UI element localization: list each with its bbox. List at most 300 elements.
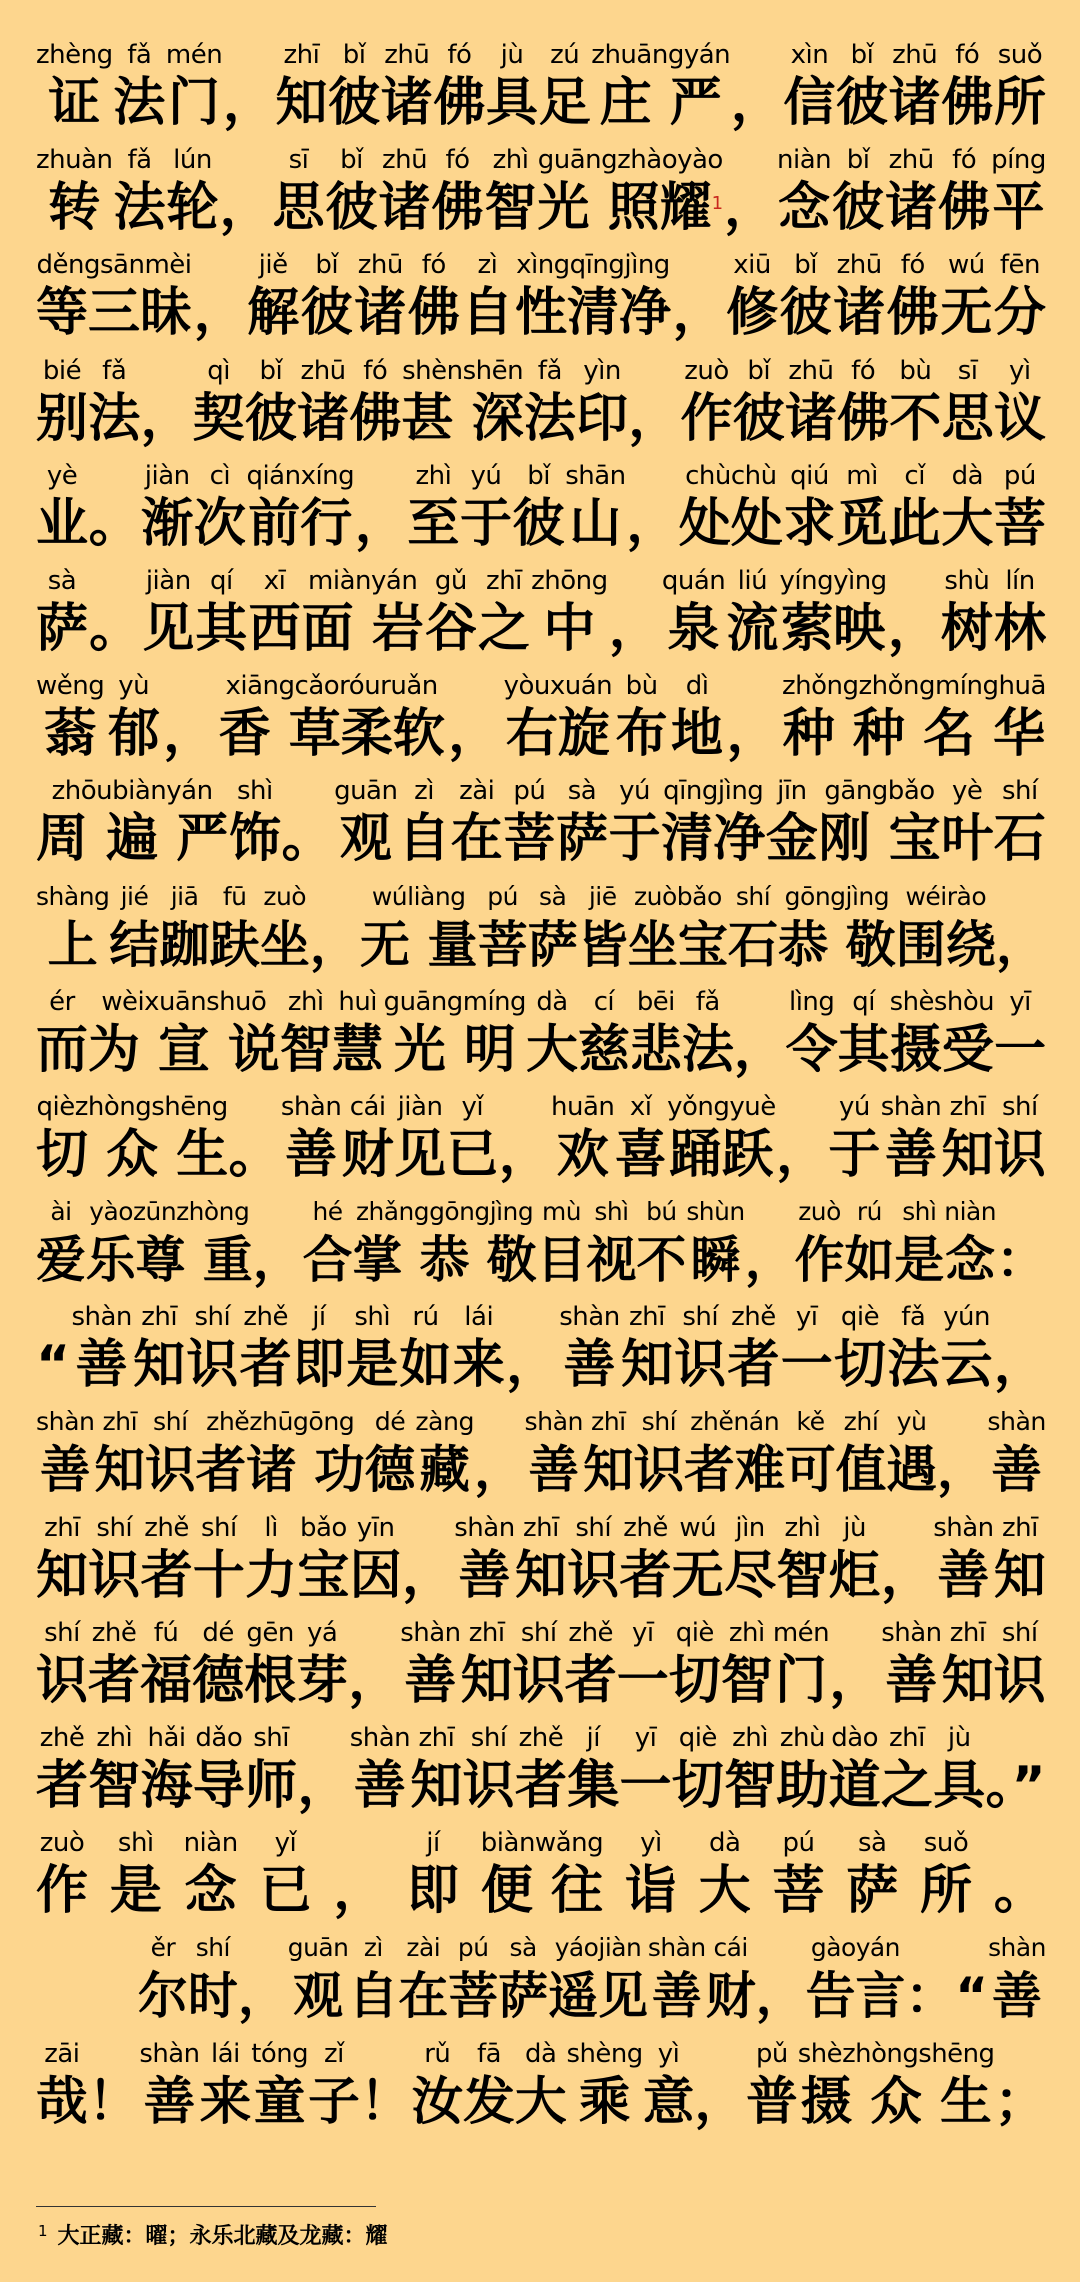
annotated-word bbox=[887, 248, 939, 344]
hanzi bbox=[988, 1965, 1046, 2027]
hanzi bbox=[114, 177, 166, 239]
annotated-word bbox=[219, 669, 445, 765]
hanzi-text: 西 bbox=[248, 598, 301, 659]
annotated-word bbox=[328, 38, 380, 134]
text-line bbox=[36, 880, 1046, 985]
pinyin: shí bbox=[200, 1512, 237, 1543]
pinyin: rǔ bbox=[424, 2038, 451, 2069]
pinyin: zhū bbox=[357, 250, 403, 281]
hanzi-text: ， bbox=[309, 914, 360, 974]
hanzi-text: 。 bbox=[228, 1124, 281, 1185]
hanzi bbox=[113, 72, 165, 134]
annotated-word bbox=[36, 1195, 86, 1291]
annotated-word bbox=[246, 459, 354, 555]
punctuation bbox=[734, 985, 786, 1081]
hanzi-text: 集 bbox=[567, 1756, 620, 1816]
annotated-word bbox=[485, 143, 537, 239]
annotated-word bbox=[478, 564, 530, 660]
punctuation bbox=[727, 669, 779, 765]
pinyin: sà bbox=[509, 1933, 537, 1963]
hanzi-text: “ bbox=[36, 1335, 71, 1396]
hanzi-text: 知 bbox=[941, 1124, 994, 1185]
annotated-word bbox=[245, 354, 297, 450]
hanzi bbox=[36, 493, 88, 555]
hanzi-text: 爱 bbox=[36, 1231, 86, 1290]
hanzi bbox=[432, 177, 484, 239]
hanzi-text: 者 bbox=[36, 1756, 89, 1816]
hanzi bbox=[88, 1545, 140, 1607]
hanzi bbox=[994, 808, 1046, 870]
hanzi-text: 福 bbox=[140, 1650, 193, 1711]
annotated-word bbox=[615, 1090, 667, 1186]
hanzi bbox=[994, 388, 1046, 450]
hanzi-text: 萦映 bbox=[781, 598, 886, 659]
hanzi bbox=[260, 914, 310, 976]
hanzi-text: 踊跃 bbox=[669, 1124, 774, 1185]
pinyin: fǎ bbox=[695, 986, 720, 1017]
annotated-word bbox=[591, 38, 730, 134]
hanzi bbox=[166, 72, 222, 134]
annotated-word bbox=[686, 1195, 744, 1291]
hanzi-text: 菩 bbox=[772, 1861, 825, 1922]
hanzi-text: 慧 bbox=[331, 1019, 384, 1080]
hanzi bbox=[526, 1019, 578, 1081]
annotated-word bbox=[806, 1931, 906, 2027]
annotated-word bbox=[721, 1616, 773, 1712]
pinyin: jiě bbox=[258, 250, 288, 281]
hanzi bbox=[782, 703, 1046, 765]
pinyin: zhí bbox=[843, 1407, 879, 1437]
pinyin: shàn bbox=[524, 1407, 584, 1437]
text-line bbox=[36, 564, 1046, 669]
annotated-word bbox=[672, 1721, 724, 1817]
hanzi-text: 无 bbox=[671, 1545, 724, 1606]
punctuation bbox=[724, 143, 776, 239]
hanzi bbox=[394, 1124, 446, 1186]
pinyin: shí bbox=[195, 1933, 230, 1963]
hanzi-text: 知 bbox=[514, 1545, 567, 1606]
hanzi bbox=[301, 282, 353, 344]
hanzi-text: 知 bbox=[620, 1335, 673, 1396]
hanzi bbox=[905, 1965, 988, 2027]
annotated-word bbox=[184, 1826, 238, 1922]
annotated-word bbox=[138, 1931, 188, 2027]
hanzi-text: 佛 bbox=[886, 283, 939, 344]
hanzi bbox=[938, 177, 990, 239]
pinyin: wúliàng bbox=[371, 881, 466, 911]
hanzi-text: 萨 bbox=[846, 1861, 899, 1922]
pinyin: pú bbox=[457, 1933, 489, 1963]
hanzi-text: ， bbox=[448, 704, 501, 765]
hanzi-text: 乘 bbox=[578, 2071, 631, 2132]
pinyin: shènshēn bbox=[402, 355, 524, 386]
hanzi-text: 恭 敬 bbox=[778, 914, 896, 974]
annotated-word bbox=[461, 1616, 513, 1712]
pinyin: bǐ bbox=[259, 355, 283, 386]
hanzi bbox=[460, 493, 512, 555]
hanzi-text: ， bbox=[733, 1019, 786, 1080]
hanzi-text: ， bbox=[252, 1231, 303, 1290]
pinyin bbox=[609, 564, 661, 598]
annotated-word bbox=[454, 1511, 514, 1607]
hanzi bbox=[829, 1755, 881, 1817]
hanzi bbox=[515, 1545, 567, 1607]
annotated-word bbox=[881, 1721, 933, 1817]
pinyin: zhě bbox=[91, 1617, 137, 1648]
punctuation bbox=[881, 1511, 933, 1607]
pinyin bbox=[281, 774, 333, 808]
annotated-word bbox=[36, 1721, 88, 1817]
annotated-word bbox=[88, 1511, 140, 1607]
punctuation bbox=[756, 1931, 806, 2027]
annotated-word bbox=[616, 669, 668, 765]
pinyin: shí bbox=[682, 1302, 719, 1333]
hanzi-text: 诣 bbox=[624, 1861, 677, 1922]
hanzi bbox=[724, 1755, 776, 1817]
annotated-word bbox=[141, 459, 193, 555]
hanzi-text: 不 bbox=[889, 388, 942, 449]
hanzi-text: 佛 bbox=[349, 388, 402, 449]
hanzi bbox=[724, 177, 776, 239]
annotated-word bbox=[674, 1300, 726, 1396]
pinyin bbox=[220, 143, 272, 177]
punctuation bbox=[140, 354, 192, 450]
hanzi-text: 知 bbox=[133, 1335, 186, 1396]
hanzi-text: 大 bbox=[941, 493, 994, 554]
hanzi-text: 意 bbox=[642, 2071, 695, 2132]
pinyin: fǎ bbox=[102, 355, 127, 386]
pinyin: cǐ bbox=[904, 460, 925, 491]
pinyin: dà bbox=[536, 986, 568, 1017]
hanzi-text: 菩 bbox=[503, 809, 556, 870]
hanzi-text: 跏 bbox=[159, 914, 210, 974]
hanzi bbox=[36, 1860, 88, 1922]
annotated-word bbox=[210, 880, 260, 976]
hanzi bbox=[583, 1439, 634, 1501]
hanzi bbox=[36, 1755, 88, 1817]
footnote-marker[interactable]: 1 bbox=[711, 193, 724, 215]
annotated-word bbox=[415, 1405, 474, 1501]
pinyin: qí bbox=[852, 986, 875, 1017]
annotated-word bbox=[776, 1511, 828, 1607]
hanzi-text: 念 bbox=[778, 178, 831, 239]
hanzi bbox=[463, 2071, 515, 2133]
punctuation bbox=[310, 880, 360, 976]
hanzi-text: 具 bbox=[933, 1756, 986, 1816]
hanzi bbox=[195, 598, 247, 660]
annotated-word bbox=[994, 459, 1046, 555]
pinyin: quán bbox=[661, 565, 726, 596]
annotated-word bbox=[531, 564, 608, 660]
hanzi-text: ， bbox=[744, 1231, 795, 1290]
annotated-word bbox=[302, 564, 424, 660]
hanzi-text: 如 bbox=[844, 1231, 895, 1290]
hanzi-text: 菩 bbox=[993, 493, 1046, 554]
pinyin: zhī bbox=[949, 1091, 986, 1122]
pinyin: zuò bbox=[798, 1197, 841, 1227]
pinyin: fēn bbox=[999, 250, 1040, 281]
hanzi bbox=[245, 1545, 297, 1607]
pinyin: zài bbox=[406, 1933, 441, 1963]
hanzi bbox=[245, 1755, 297, 1817]
hanzi bbox=[36, 598, 88, 660]
annotated-word bbox=[661, 774, 765, 870]
hanzi-text: 于 bbox=[828, 1124, 881, 1185]
hanzi-text: ： bbox=[996, 1231, 1046, 1290]
pinyin bbox=[905, 1931, 988, 1965]
annotated-word bbox=[785, 1405, 836, 1501]
pinyin: qí bbox=[210, 565, 233, 596]
hanzi-text: ； bbox=[994, 2071, 1047, 2132]
hanzi bbox=[355, 493, 407, 555]
hanzi bbox=[402, 388, 524, 450]
pinyin bbox=[310, 880, 360, 914]
hanzi-text: ， bbox=[672, 283, 725, 344]
hanzi-text: 摄 众 生 bbox=[800, 2071, 992, 2132]
hanzi-text: 金 bbox=[765, 809, 818, 870]
annotated-word bbox=[88, 985, 280, 1081]
hanzi-text: 观 bbox=[339, 809, 392, 870]
hanzi-text: 童 bbox=[253, 2071, 306, 2132]
hanzi-text: 识 bbox=[145, 1440, 196, 1500]
hanzi-text: 彼 bbox=[325, 178, 378, 239]
hanzi bbox=[140, 388, 192, 450]
hanzi bbox=[160, 914, 210, 976]
pinyin: sà bbox=[858, 1828, 887, 1859]
hanzi-text: 智 bbox=[720, 1650, 773, 1711]
pinyin bbox=[506, 1300, 558, 1334]
annotated-word bbox=[684, 1405, 785, 1501]
annotated-word bbox=[303, 1195, 353, 1291]
punctuation bbox=[626, 459, 678, 555]
hanzi-text: 财 bbox=[341, 1124, 394, 1185]
hanzi bbox=[556, 808, 608, 870]
hanzi bbox=[681, 388, 733, 450]
hanzi-text: 诸 bbox=[833, 283, 886, 344]
annotated-word bbox=[727, 1300, 779, 1396]
annotated-word bbox=[988, 1931, 1046, 2027]
pinyin: lín bbox=[1005, 565, 1035, 596]
hanzi bbox=[786, 1019, 838, 1081]
pinyin bbox=[333, 1826, 385, 1860]
hanzi bbox=[834, 1334, 886, 1396]
hanzi bbox=[398, 808, 450, 870]
pinyin: zhī bbox=[141, 1302, 178, 1333]
pinyin: fó bbox=[445, 145, 470, 176]
annotated-word bbox=[699, 1826, 751, 1922]
pinyin: jìn bbox=[735, 1512, 765, 1543]
annotated-word bbox=[583, 1405, 634, 1501]
annotated-word bbox=[288, 1931, 349, 2027]
annotated-word bbox=[630, 985, 682, 1081]
hanzi bbox=[889, 493, 941, 555]
hanzi bbox=[994, 282, 1046, 344]
text-line bbox=[36, 1300, 1046, 1405]
annotated-word bbox=[773, 1616, 829, 1712]
hanzi-text: ， bbox=[348, 1650, 401, 1711]
annotated-word bbox=[940, 248, 992, 344]
pinyin: shì bbox=[354, 1302, 391, 1333]
hanzi-text: 欢 bbox=[556, 1124, 609, 1185]
punctuation bbox=[474, 1405, 525, 1501]
hanzi-text: 子 bbox=[308, 2071, 360, 2132]
pinyin: cí bbox=[593, 986, 615, 1017]
hanzi bbox=[145, 1439, 196, 1501]
annotated-word bbox=[196, 1405, 365, 1501]
pinyin: zì bbox=[477, 250, 498, 281]
pinyin: zhì bbox=[732, 1723, 769, 1753]
hanzi-text: 光 照耀 bbox=[537, 178, 712, 239]
punctuation bbox=[36, 1300, 70, 1396]
punctuation bbox=[88, 2037, 140, 2133]
hanzi-text: 。 bbox=[88, 493, 141, 554]
pinyin bbox=[776, 1090, 828, 1124]
annotated-word bbox=[889, 354, 941, 450]
annotated-word bbox=[548, 1931, 648, 2027]
pinyin: yī bbox=[795, 1302, 818, 1333]
hanzi-text: 知 bbox=[993, 1545, 1046, 1606]
hanzi-text: 可 bbox=[785, 1440, 836, 1500]
hanzi bbox=[36, 808, 228, 870]
annotated-word bbox=[837, 354, 889, 450]
pinyin: dào bbox=[831, 1723, 879, 1753]
hanzi bbox=[88, 1019, 280, 1081]
annotated-word bbox=[425, 564, 477, 660]
pinyin: guāngmíng bbox=[383, 986, 526, 1017]
pinyin: huān bbox=[551, 1091, 615, 1122]
annotated-word bbox=[781, 1300, 833, 1396]
annotated-word bbox=[36, 985, 88, 1081]
pinyin: zhuāngyán bbox=[591, 40, 731, 70]
hanzi bbox=[991, 177, 1046, 239]
punctuation bbox=[348, 1616, 400, 1712]
annotated-word bbox=[36, 143, 113, 239]
pinyin: wéirào bbox=[905, 881, 987, 911]
pinyin bbox=[628, 354, 680, 388]
annotated-word bbox=[36, 354, 88, 450]
hanzi bbox=[481, 1860, 603, 1922]
hanzi bbox=[275, 72, 327, 134]
hanzi-text: ， bbox=[222, 73, 275, 133]
hanzi-text: 佛 bbox=[431, 178, 484, 239]
hanzi-text: ， bbox=[333, 1861, 386, 1922]
hanzi-text: 智 bbox=[724, 1756, 777, 1816]
pinyin bbox=[36, 1300, 70, 1334]
hanzi-text: ， bbox=[505, 1335, 558, 1396]
hanzi bbox=[108, 703, 160, 765]
hanzi-text: 一 bbox=[616, 1650, 669, 1711]
hanzi-text: 识 bbox=[512, 1650, 565, 1711]
text-line bbox=[36, 459, 1046, 564]
annotated-word bbox=[36, 459, 88, 555]
pinyin: rú bbox=[412, 1302, 439, 1333]
annotated-word bbox=[260, 880, 310, 976]
pinyin: bǐ bbox=[527, 460, 550, 491]
hanzi bbox=[478, 914, 528, 976]
hanzi bbox=[446, 1124, 498, 1186]
hanzi-text: 藏 bbox=[419, 1440, 470, 1500]
pinyin: děngsānmèi bbox=[36, 250, 192, 281]
hanzi bbox=[425, 598, 477, 660]
pinyin bbox=[694, 2037, 746, 2071]
annotated-word bbox=[513, 459, 565, 555]
hanzi bbox=[628, 914, 728, 976]
annotated-word bbox=[994, 1511, 1046, 1607]
punctuation bbox=[229, 1090, 281, 1186]
pinyin: shí bbox=[96, 1512, 133, 1543]
pinyin: suǒ bbox=[923, 1828, 969, 1859]
pinyin: zuò bbox=[39, 1828, 85, 1859]
hanzi bbox=[994, 1860, 1046, 1922]
annotated-word bbox=[195, 564, 247, 660]
punctuation bbox=[163, 669, 215, 765]
hanzi bbox=[193, 1755, 245, 1817]
annotated-word bbox=[36, 2037, 88, 2133]
pinyin bbox=[756, 1931, 806, 1965]
pinyin: zhū bbox=[300, 355, 346, 386]
hanzi bbox=[578, 914, 628, 976]
hanzi bbox=[699, 1860, 751, 1922]
hanzi-text: 树 bbox=[940, 598, 993, 659]
hanzi-text: 法 bbox=[113, 73, 166, 133]
hanzi bbox=[273, 177, 325, 239]
hanzi bbox=[245, 388, 297, 450]
hanzi bbox=[783, 72, 835, 134]
hanzi bbox=[88, 388, 140, 450]
annotated-word bbox=[342, 1090, 394, 1186]
pinyin: shí bbox=[735, 881, 771, 911]
punctuation bbox=[731, 38, 783, 134]
hanzi-text: 求 bbox=[783, 493, 836, 554]
annotated-word bbox=[398, 774, 450, 870]
pinyin bbox=[994, 1826, 1046, 1860]
annotated-word bbox=[247, 248, 299, 344]
pinyin: bēi bbox=[636, 986, 675, 1017]
punctuation bbox=[994, 1300, 1046, 1396]
hanzi bbox=[240, 1334, 292, 1396]
hanzi bbox=[996, 914, 1046, 976]
hanzi-text: ， bbox=[887, 598, 940, 659]
hanzi-text: 彼 bbox=[779, 283, 832, 344]
annotated-word bbox=[88, 1721, 140, 1817]
hanzi-text: 契 bbox=[192, 388, 245, 449]
hanzi-text: 林 bbox=[994, 598, 1047, 659]
annotated-word bbox=[894, 1195, 944, 1291]
hanzi bbox=[36, 1439, 95, 1501]
hanzi bbox=[88, 2071, 140, 2133]
punctuation bbox=[994, 1826, 1046, 1922]
annotated-word bbox=[994, 354, 1046, 450]
pinyin: gǔ bbox=[434, 565, 467, 596]
annotated-word bbox=[832, 143, 884, 239]
hanzi bbox=[349, 388, 401, 450]
punctuation bbox=[996, 1195, 1046, 1291]
hanzi bbox=[141, 1545, 193, 1607]
annotated-word bbox=[539, 38, 591, 134]
hanzi bbox=[524, 388, 576, 450]
hanzi-text: 。 bbox=[89, 598, 142, 659]
annotated-word bbox=[669, 1616, 721, 1712]
hanzi-text: 一 bbox=[619, 1756, 672, 1816]
hanzi bbox=[515, 1755, 567, 1817]
hanzi bbox=[141, 1755, 193, 1817]
hanzi bbox=[454, 1545, 514, 1607]
annotated-word bbox=[407, 459, 459, 555]
hanzi bbox=[297, 1545, 349, 1607]
hanzi-text: 十 bbox=[192, 1545, 245, 1606]
hanzi bbox=[229, 1124, 281, 1186]
hanzi-text: 萨 bbox=[555, 809, 608, 870]
